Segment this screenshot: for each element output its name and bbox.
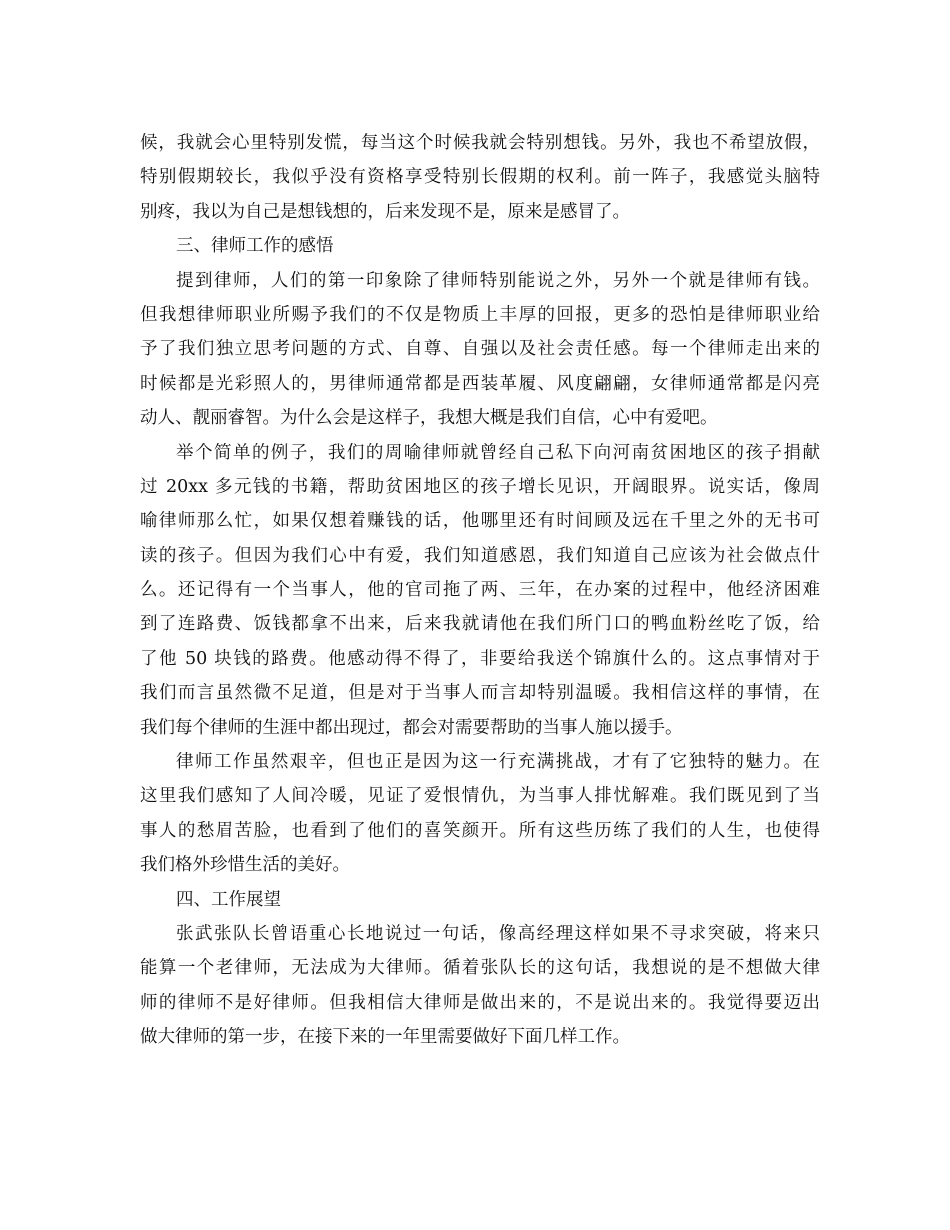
text-line: 提到律师，人们的第一印象除了律师特别能说之外，另外一个就是律师有钱。 — [176, 270, 820, 291]
document-body — [140, 126, 820, 1055]
text-line: 举个简单的例子，我们的周喻律师就曾经自己私下向河南贫困地区的孩子捐献 — [176, 442, 820, 463]
paragraph-example — [140, 436, 820, 746]
paragraph-lawyer-impression — [140, 264, 820, 436]
text-line: 喻律师那么忙，如果仅想着赚钱的话，他哪里还有时间顾及远在千里之外的无书可 — [140, 511, 820, 532]
text-line: 这里我们感知了人间冷暖，见证了爱恨情仇，为当事人排忧解难。我们既见到了当 — [140, 786, 820, 807]
text-line: 动人、靓丽睿智。为什么会是这样子，我想大概是我们自信，心中有爱吧。 — [140, 408, 718, 429]
text-line: 了他 50 块钱的路费。他感动得不得了，非要给我送个锦旗什么的。这点事情对于 — [140, 648, 820, 669]
text-line: 事人的愁眉苦脸，也看到了他们的喜笑颜开。所有这些历练了我们的人生，也使得 — [140, 820, 820, 841]
text-line: 过 20xx 多元钱的书籍，帮助贫困地区的孩子增长见识，开阔眼界。说实话，像周 — [140, 476, 820, 497]
text-line: 师的律师不是好律师。但我相信大律师是做出来的，不是说出来的。我觉得要迈出 — [140, 992, 820, 1013]
text-line: 候，我就会心里特别发慌，每当这个时候我就会特别想钱。另外，我也不希望放假， — [140, 133, 820, 153]
text-line: 张武张队长曾语重心长地说过一句话，像高经理这样如果不寻求突破，将来只 — [176, 923, 820, 944]
text-line: 读的孩子。但因为我们心中有爱，我们知道感恩，我们知道自己应该为社会做点什 — [140, 545, 820, 566]
text-line: 别疼，我以为自己是想钱想的，后来发现不是，原来是感冒了。 — [140, 201, 630, 222]
text-line: 时候都是光彩照人的，男律师通常都是西装革履、风度翩翩，女律师通常都是闪亮 — [140, 373, 820, 394]
text-line: 能算一个老律师，无法成为大律师。循着张队长的这句话，我想说的是不想做大律 — [140, 958, 820, 979]
paragraph-outlook — [140, 917, 820, 1055]
text-line: 我们每个律师的生涯中都出现过，都会对需要帮助的当事人施以援手。 — [140, 717, 683, 738]
text-line: 么。还记得有一个当事人，他的官司拖了两、三年，在办案的过程中，他经济困难 — [140, 580, 820, 601]
text-line: 到了连路费、饭钱都拿不出来，后来我就请他在我们所门口的鸭血粉丝吃了饭，给 — [140, 614, 820, 635]
text-line: 我们格外珍惜生活的美好。 — [140, 855, 350, 876]
text-line: 我们而言虽然微不足道，但是对于当事人而言却特别温暖。我相信这样的事情，在 — [140, 683, 820, 704]
paragraph-charm — [140, 745, 820, 883]
text-line: 特别假期较长，我似乎没有资格享受特别长假期的权利。前一阵子，我感觉头脑特 — [140, 167, 820, 188]
paragraph-continuation — [140, 126, 820, 229]
text-line: 予了我们独立思考问题的方式、自尊、自强以及社会责任感。每一个律师走出来的 — [140, 339, 820, 360]
text-line: 律师工作虽然艰辛，但也正是因为这一行充满挑战，才有了它独特的魅力。在 — [176, 752, 820, 773]
section-heading-3: 三、律师工作的感悟 — [176, 236, 334, 257]
text-line: 做大律师的第一步，在接下来的一年里需要做好下面几样工作。 — [140, 1027, 630, 1048]
section-heading-4: 四、工作展望 — [176, 889, 281, 910]
text-line: 但我想律师职业所赐予我们的不仅是物质上丰厚的回报，更多的恐怕是律师职业给 — [140, 304, 820, 325]
